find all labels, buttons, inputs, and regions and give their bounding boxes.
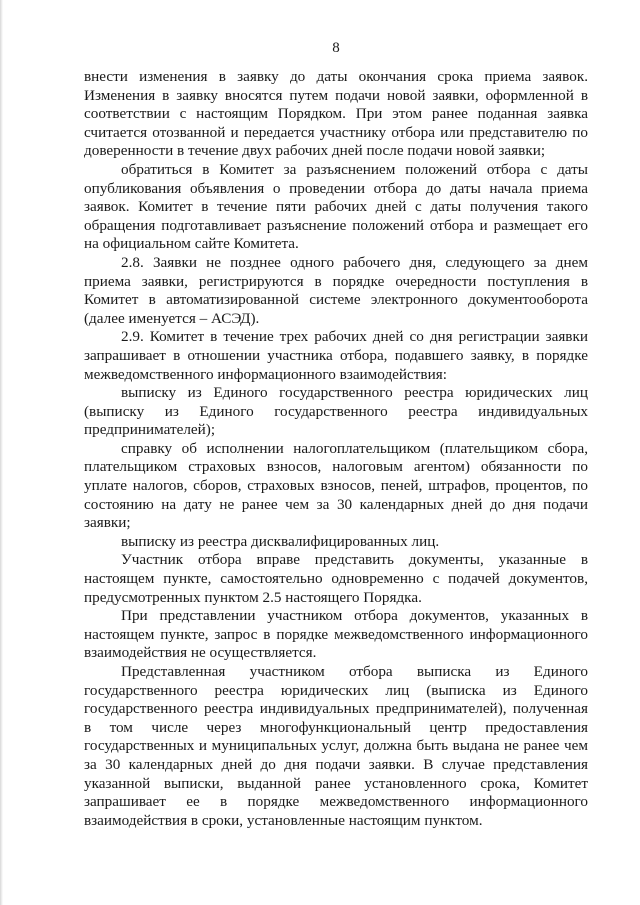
paragraph: При представлении участником отбора документов, указанных в настоящем пункте, запрос в порядке межведомственного информационного взаимодействия не осуществляется. bbox=[84, 607, 588, 662]
paragraph: Представленная участником отбора выписка из Единого государственного реестра юридических лиц (выписка из Единого государственного реестра индивидуальных предпринимателей), полученная в том числе через многофункциональный центр предоставления государственных и муниципальных услуг, должна быть выдана не ранее чем за 30 календарных дней до дня подачи заявки. В случае представления указанной выписки, выданной ранее установленного срока, Комитет запрашивает ее в порядке межведомственного информационного взаимодействия в сроки, установленные настоящим пунктом. bbox=[84, 663, 588, 829]
scan-edge-shadow bbox=[0, 0, 3, 905]
list-item-tax-certificate: справку об исполнении налогоплательщиком (плательщиком сбора, плательщиком страховых взносов, налоговым агентом) обязанности по уплате налогов, сборов, страховых взносов, пеней, штрафов, процентов, по состоянию на дату не ранее чем за 30 календарных дней до дня подачи заявки; bbox=[84, 439, 588, 532]
document-body bbox=[84, 68, 588, 830]
paragraph-continuation: внести изменения в заявку до даты окончания срока приема заявок. Изменения в заявку вносятся путем подачи новой заявки, оформленной в соответствии с настоящим Порядком. При этом ранее поданная заявка считается отозванной и передается участнику отбора или представителю по доверенности в течение двух рабочих дней после подачи новой заявки; bbox=[84, 68, 588, 160]
paragraph: Участник отбора вправе представить документы, указанные в настоящем пункте, самостоятельно одновременно с подачей документов, предусмотренных пунктом 2.5 настоящего Порядка. bbox=[84, 551, 588, 606]
paragraph-clause-2-8: 2.8. Заявки не позднее одного рабочего дня, следующего за днем приема заявки, регистрируются в порядке очередности поступления в Комитет в автоматизированной системе электронного документооборота (далее именуется – АСЭД). bbox=[84, 253, 588, 327]
page-number: 8 bbox=[332, 40, 340, 56]
paragraph-clause-2-9: 2.9. Комитет в течение трех рабочих дней со дня регистрации заявки запрашивает в отношении участника отбора, подавшего заявку, в порядке межведомственного информационного взаимодействия: bbox=[84, 328, 588, 383]
list-item-disqualified-registry: выписку из реестра дисквалифицированных лиц. bbox=[121, 532, 440, 550]
list-item-registry-extract: выписку из Единого государственного реестра юридических лиц (выписку из Единого государственного реестра индивидуальных предпринимателей); bbox=[84, 384, 588, 439]
paragraph: обратиться в Комитет за разъяснением положений отбора с даты опубликования объявления о проведении отбора до даты начала приема заявок. Комитет в течение пяти рабочих дней с даты получения такого обращения подготавливает разъяснение положений отбора и размещает его на официальном сайте Комитета. bbox=[84, 160, 588, 253]
